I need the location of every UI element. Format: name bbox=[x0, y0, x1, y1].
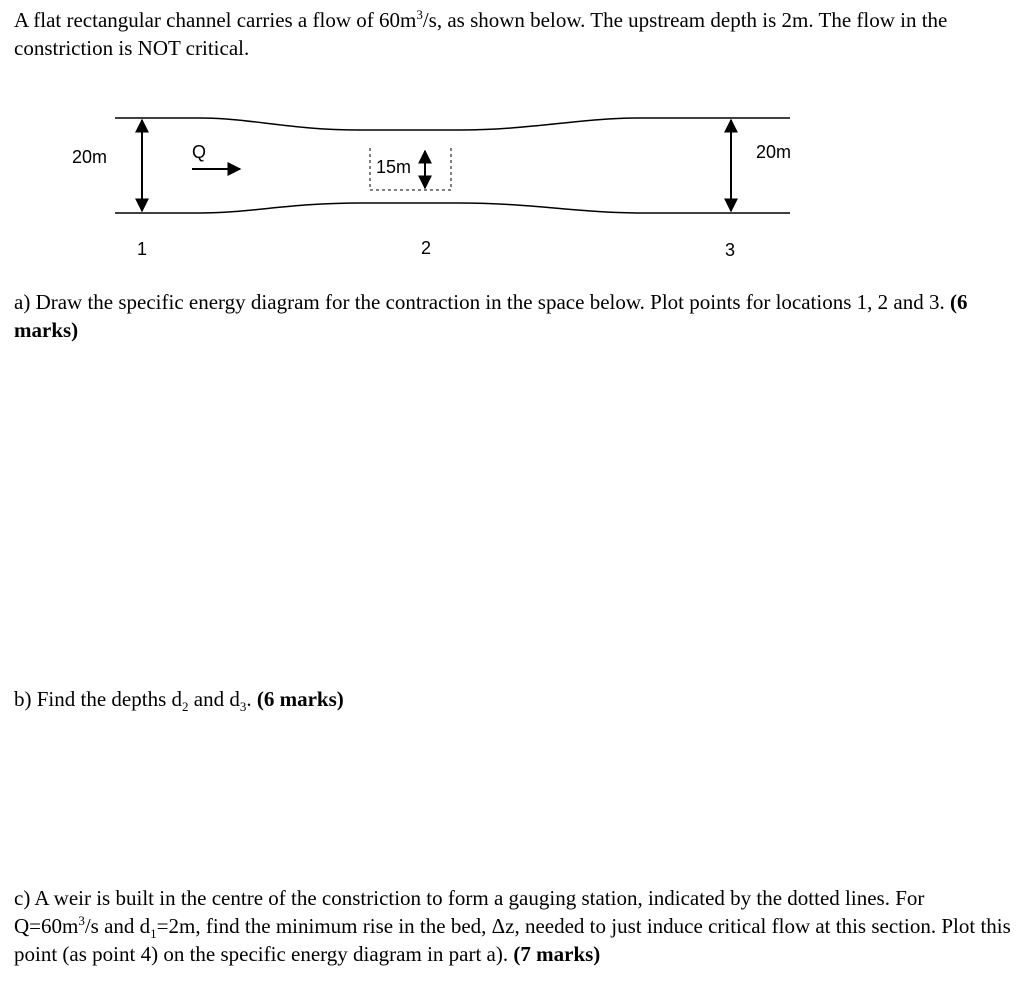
question-b bbox=[14, 685, 1014, 713]
question-a bbox=[14, 288, 1014, 344]
label-width-constriction: 15m bbox=[376, 157, 412, 177]
question-b-marks: (6 marks) bbox=[256, 687, 344, 711]
label-section-3: 3 bbox=[725, 240, 736, 260]
label-width-left: 20m bbox=[72, 147, 108, 167]
label-section-1: 1 bbox=[137, 239, 148, 259]
question-c-superscript: 3 bbox=[78, 913, 85, 928]
intro-text-2: /s, as shown below. The upstream depth is 2m. The flow in the constriction is NOT critical. bbox=[14, 8, 948, 60]
question-c-marks: (7 marks) bbox=[513, 942, 601, 966]
channel-bottom-wall bbox=[115, 203, 790, 213]
label-section-2: 2 bbox=[421, 238, 432, 258]
question-c-subscript: 1 bbox=[150, 926, 157, 942]
question-c-text-2: /s and d bbox=[84, 914, 151, 938]
question-c-text-3: =2m, find the minimum rise in the bed, Δz, needed to just induce critical flow at this section. Plot this point (as point 4) on the specific energy diagram in part a). bbox=[14, 914, 1011, 966]
channel-top-wall bbox=[115, 118, 790, 130]
question-b-subscript-1: 2 bbox=[182, 699, 189, 715]
question-c-text-1: c) A weir is built in the centre of the constriction to form a gauging station, indicated by the dotted lines. For Q=60m bbox=[14, 886, 925, 938]
intro-superscript: 3 bbox=[416, 7, 423, 22]
label-width-right: 20m bbox=[756, 142, 792, 162]
intro-text-1: A flat rectangular channel carries a flow of 60m bbox=[14, 8, 417, 32]
question-b-text-2: and d bbox=[188, 687, 240, 711]
label-flow-q: Q bbox=[192, 142, 207, 162]
question-b-text-1: b) Find the depths d bbox=[14, 687, 182, 711]
question-c bbox=[14, 884, 1014, 968]
question-b-text-3: . bbox=[246, 687, 257, 711]
question-b-subscript-2: 3 bbox=[239, 699, 247, 715]
question-a-text: a) Draw the specific energy diagram for the contraction in the space below. Plot points for locations 1, 2 and 3. bbox=[14, 290, 950, 314]
question-a-marks: (6 marks) bbox=[14, 290, 968, 342]
